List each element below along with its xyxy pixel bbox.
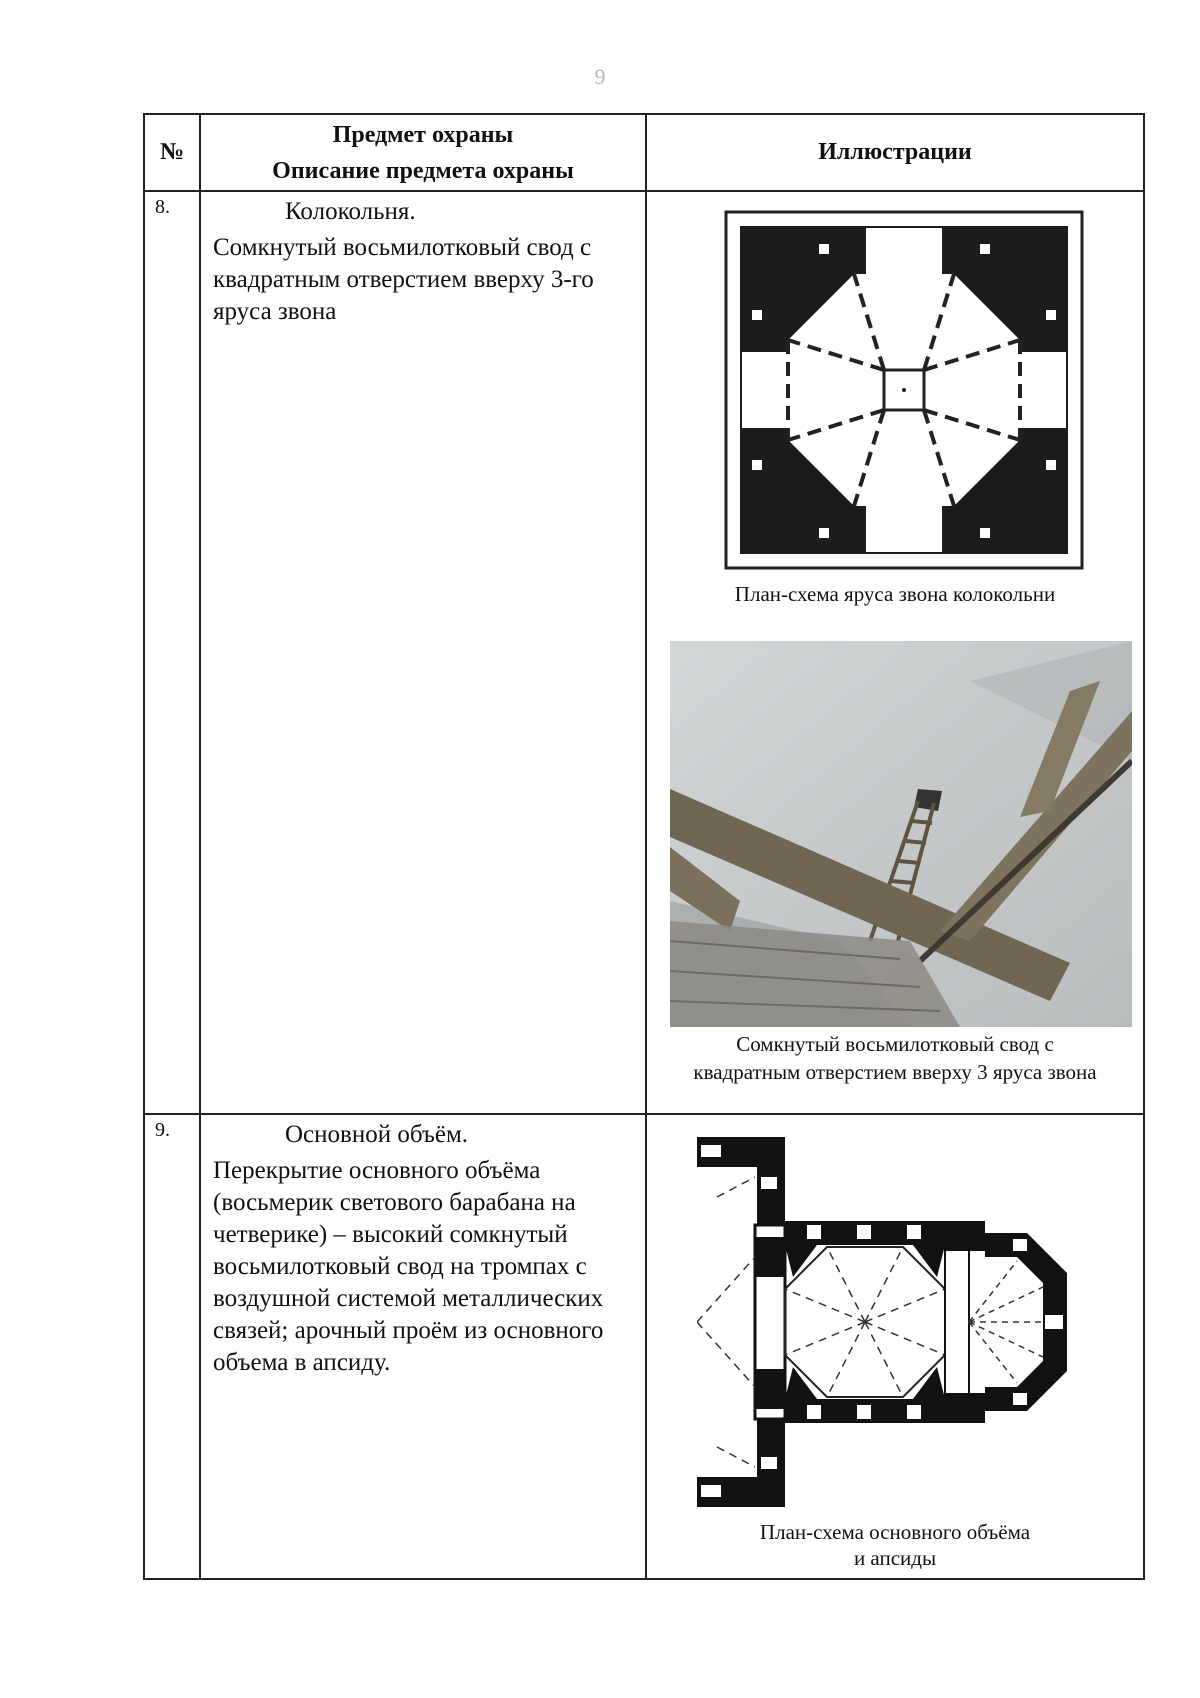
header-subject-line2: Описание предмета охраны (272, 157, 574, 184)
row-text: Сомкнутый восьмилотковый свод с квадратным отверстием вверху 3-го яруса звона (213, 234, 594, 325)
bell-tier-plan-caption: План-схема яруса звона колокольни (734, 582, 1056, 606)
row-title: Основной объём. (285, 1121, 469, 1148)
header-subject (200, 114, 646, 191)
table-row (144, 1114, 1144, 1579)
main-volume-plan-caption-line1: План-схема основного объёма (759, 1520, 1031, 1544)
table-row (144, 191, 1144, 1114)
header-subject-line1: Предмет охраны (332, 121, 514, 148)
bell-tier-plan-image (724, 210, 1084, 570)
page-number: 9 (594, 64, 606, 89)
row-description (200, 1114, 646, 1579)
row-illustrations (646, 1114, 1144, 1579)
table-header-row (144, 114, 1144, 191)
protection-subject-table (143, 113, 1145, 1580)
main-volume-plan-image (697, 1137, 1087, 1507)
vault-photo (670, 641, 1132, 1027)
main-volume-plan-caption (647, 1519, 1143, 1571)
row-text: Перекрытие основного объёма (восьмерик светового барабана на четверике) – высокий сомкнутый восьмилотковый свод на тромпах с воздушной системой металлических связей; арочный проём из основного объема в апсиду. (213, 1157, 604, 1376)
row-number: 9. (144, 1114, 200, 1579)
vault-photo-caption-line1: Сомкнутый восьмилотковый свод с (736, 1032, 1054, 1056)
header-num: № (144, 114, 200, 191)
row-illustrations (646, 191, 1144, 1114)
row-title: Колокольня. (285, 198, 416, 225)
vault-photo-caption (647, 1030, 1143, 1086)
vault-photo-caption-line2: квадратным отверстием вверху 3 яруса звона (693, 1060, 1097, 1084)
row-description (200, 191, 646, 1114)
main-volume-plan-caption-line2: и апсиды (853, 1546, 937, 1570)
header-illustrations: Иллюстрации (646, 114, 1144, 191)
row-number: 8. (144, 191, 200, 1114)
